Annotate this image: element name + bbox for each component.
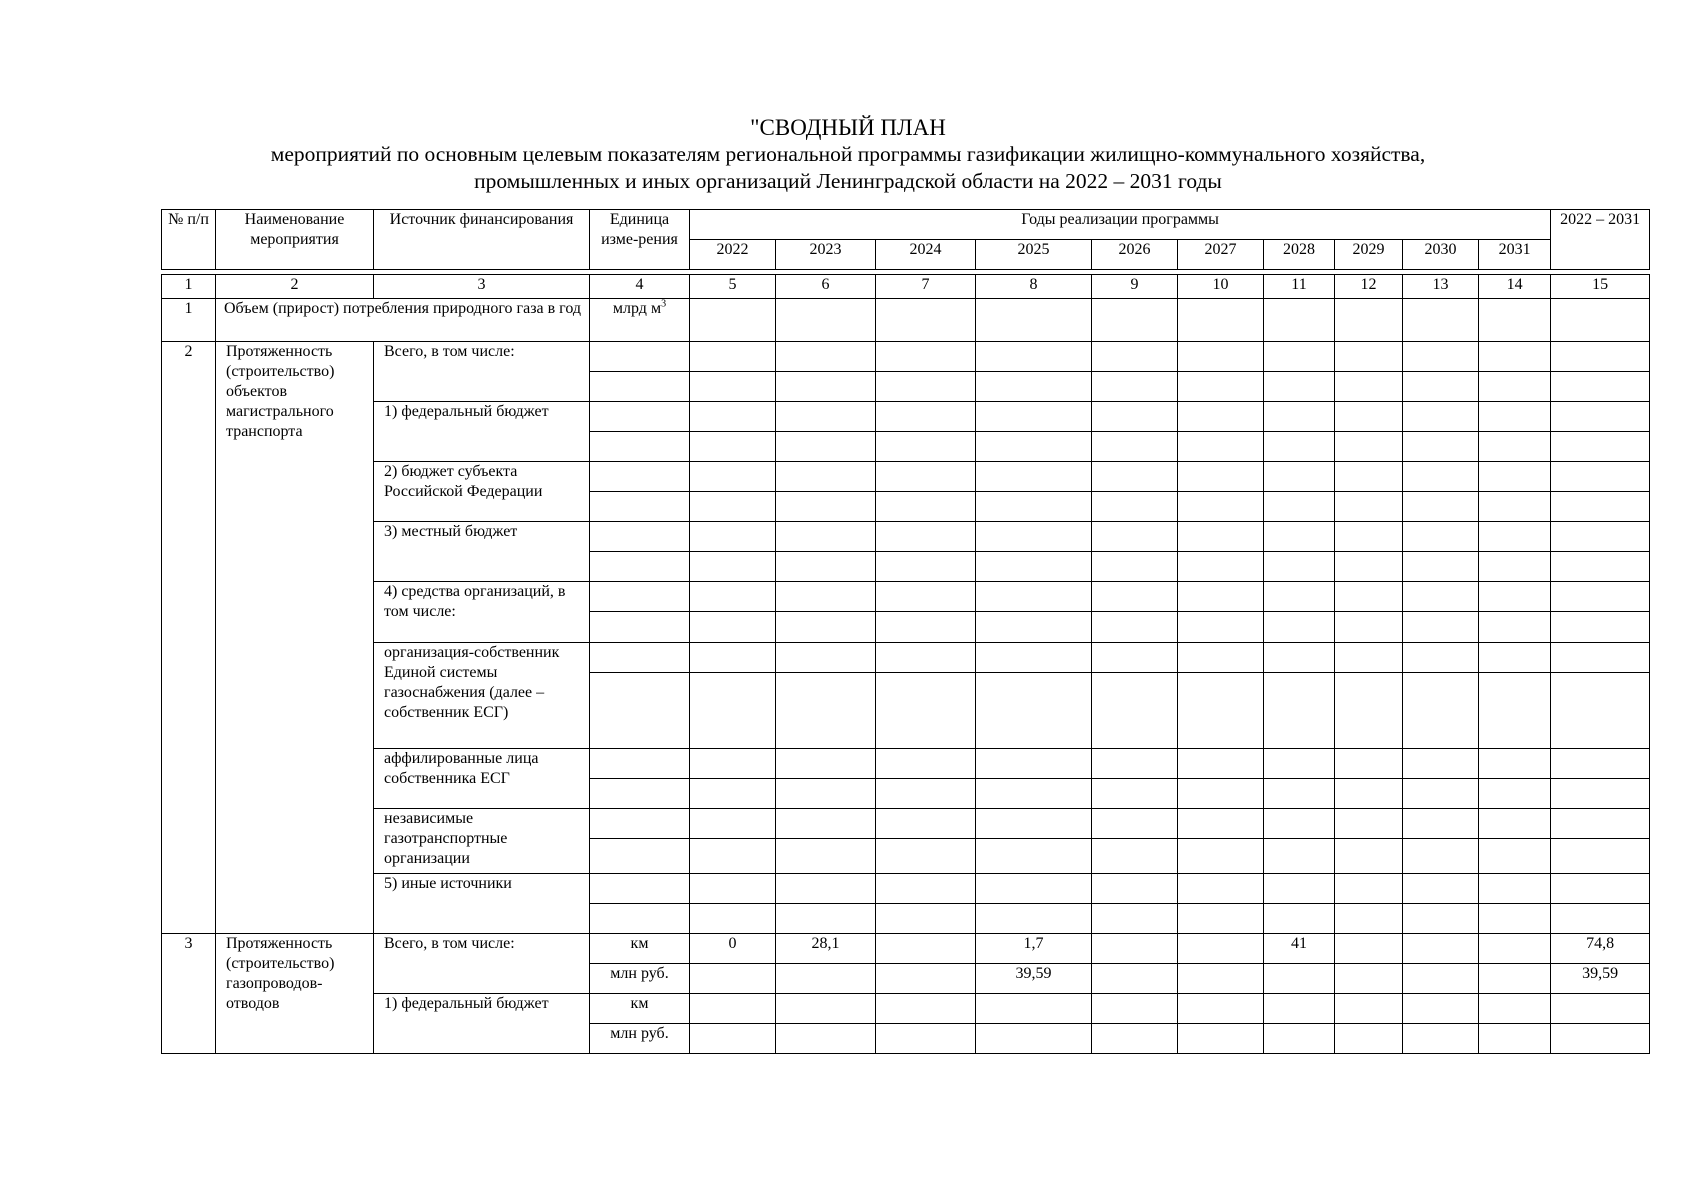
value-cell xyxy=(876,1024,976,1054)
unit-cell xyxy=(590,299,690,342)
value-cell xyxy=(776,299,876,342)
column-number-row xyxy=(162,275,1650,299)
table-row xyxy=(162,874,1650,904)
value-cell xyxy=(1403,964,1479,994)
header-years-group: Годы реализации программы xyxy=(690,210,1551,240)
summary-plan-table xyxy=(161,209,1650,1054)
value-cell xyxy=(1479,1024,1551,1054)
funding-source: 2) бюджет субъекта Российской Федерации xyxy=(374,462,590,522)
value-cell xyxy=(1092,934,1178,964)
value-cell xyxy=(876,934,976,964)
funding-source: 5) иные источники xyxy=(374,874,590,934)
header-total: 2022 – 2031 xyxy=(1551,210,1650,270)
column-number: 14 xyxy=(1479,275,1551,299)
row-number: 1 xyxy=(162,299,216,342)
header-no: № п/п xyxy=(162,210,216,270)
funding-source: 1) федеральный бюджет xyxy=(374,402,590,462)
value-cell: 39,59 xyxy=(976,964,1092,994)
unit-cell: км xyxy=(590,994,690,1024)
column-number: 11 xyxy=(1264,275,1335,299)
header-year: 2030 xyxy=(1403,240,1479,270)
header-year: 2024 xyxy=(876,240,976,270)
value-cell xyxy=(1403,934,1479,964)
value-cell xyxy=(1264,964,1335,994)
value-cell xyxy=(1479,994,1551,1024)
value-cell xyxy=(776,1024,876,1054)
value-cell xyxy=(1335,994,1403,1024)
header-unit: Единица изме-рения xyxy=(590,210,690,270)
table-row xyxy=(162,582,1650,612)
header-year: 2025 xyxy=(976,240,1092,270)
value-cell xyxy=(1092,964,1178,994)
value-cell xyxy=(976,299,1092,342)
value-cell: 0 xyxy=(690,934,776,964)
column-number: 1 xyxy=(162,275,216,299)
table-row xyxy=(162,643,1650,673)
table-row xyxy=(162,809,1650,839)
funding-source: аффилированные лица собственника ЕСГ xyxy=(374,749,590,809)
value-cell: 1,7 xyxy=(976,934,1092,964)
table-row xyxy=(162,522,1650,552)
value-cell xyxy=(1479,934,1551,964)
column-number: 9 xyxy=(1092,275,1178,299)
value-cell xyxy=(976,1024,1092,1054)
value-cell xyxy=(1178,994,1264,1024)
header-year: 2022 xyxy=(690,240,776,270)
total-cell xyxy=(1551,994,1650,1024)
value-cell xyxy=(876,299,976,342)
header-row-top xyxy=(162,210,1650,240)
column-number: 15 xyxy=(1551,275,1650,299)
table-row xyxy=(162,934,1650,964)
total-cell: 39,59 xyxy=(1551,964,1650,994)
header-year: 2027 xyxy=(1178,240,1264,270)
value-cell xyxy=(1178,1024,1264,1054)
value-cell xyxy=(1479,299,1551,342)
value-cell xyxy=(1335,964,1403,994)
value-cell xyxy=(1551,299,1650,342)
column-number: 6 xyxy=(776,275,876,299)
value-cell xyxy=(976,994,1092,1024)
value-cell xyxy=(1264,1024,1335,1054)
value-cell xyxy=(1092,994,1178,1024)
value-cell xyxy=(1403,1024,1479,1054)
funding-source: 4) средства организаций, в том числе: xyxy=(374,582,590,643)
header-name: Наименование мероприятия xyxy=(216,210,374,270)
funding-source: Всего, в том числе: xyxy=(374,342,590,402)
value-cell: 41 xyxy=(1264,934,1335,964)
total-cell: 74,8 xyxy=(1551,934,1650,964)
plan-subtitle-line-1: мероприятий по основным целевым показателям региональной программы газификации жилищно-коммунального хозяйства, xyxy=(270,142,1426,166)
column-number: 10 xyxy=(1178,275,1264,299)
value-cell xyxy=(690,964,776,994)
table-row xyxy=(162,299,1650,342)
header-year: 2023 xyxy=(776,240,876,270)
column-number: 7 xyxy=(876,275,976,299)
value-cell xyxy=(776,964,876,994)
table-row xyxy=(162,342,1650,372)
value-cell: 28,1 xyxy=(776,934,876,964)
column-number: 2 xyxy=(216,275,374,299)
header-year: 2026 xyxy=(1092,240,1178,270)
funding-source: Всего, в том числе: xyxy=(374,934,590,994)
value-cell xyxy=(1092,299,1178,342)
funding-source: организация-собственник Единой системы газоснабжения (далее – собственник ЕСГ) xyxy=(374,643,590,749)
value-cell xyxy=(1178,299,1264,342)
value-cell xyxy=(1335,1024,1403,1054)
table-row xyxy=(162,402,1650,432)
value-cell xyxy=(1264,994,1335,1024)
measure-name: Протяженность (строительство) газопроводов-отводов xyxy=(216,934,374,1054)
value-cell xyxy=(1403,994,1479,1024)
row-number: 2 xyxy=(162,342,216,934)
table-row xyxy=(162,462,1650,492)
unit-superscript: 3 xyxy=(661,298,667,310)
value-cell xyxy=(690,994,776,1024)
funding-source: 1) федеральный бюджет xyxy=(374,994,590,1054)
value-cell xyxy=(1178,934,1264,964)
column-number: 13 xyxy=(1403,275,1479,299)
row-number: 3 xyxy=(162,934,216,1054)
value-cell xyxy=(1264,299,1335,342)
unit-cell: млн руб. xyxy=(590,1024,690,1054)
header-year: 2028 xyxy=(1264,240,1335,270)
table-row xyxy=(162,749,1650,779)
column-number: 8 xyxy=(976,275,1092,299)
value-cell xyxy=(776,994,876,1024)
plan-subtitle-line-2: промышленных и иных организаций Ленинградской области на 2022 – 2031 годы xyxy=(474,169,1222,193)
table-row xyxy=(162,994,1650,1024)
value-cell xyxy=(690,299,776,342)
header-year: 2031 xyxy=(1479,240,1551,270)
value-cell xyxy=(690,1024,776,1054)
funding-source: независимые газотранспортные организации xyxy=(374,809,590,874)
unit-text: млрд м xyxy=(612,300,662,317)
value-cell xyxy=(1479,964,1551,994)
value-cell xyxy=(1335,934,1403,964)
measure-name: Протяженность (строительство) объектов магистрального транспорта xyxy=(216,342,374,934)
unit-cell: км xyxy=(590,934,690,964)
plan-title: "СВОДНЫЙ ПЛАН xyxy=(750,115,946,140)
measure-name: Объем (прирост) потребления природного газа в год xyxy=(216,299,590,342)
column-number: 4 xyxy=(590,275,690,299)
unit-cell: млн руб. xyxy=(590,964,690,994)
funding-source: 3) местный бюджет xyxy=(374,522,590,582)
header-source: Источник финансирования xyxy=(374,210,590,270)
value-cell xyxy=(876,994,976,1024)
value-cell xyxy=(1403,299,1479,342)
column-number: 3 xyxy=(374,275,590,299)
value-cell xyxy=(876,964,976,994)
header-year: 2029 xyxy=(1335,240,1403,270)
value-cell xyxy=(1178,964,1264,994)
column-number: 12 xyxy=(1335,275,1403,299)
column-number: 5 xyxy=(690,275,776,299)
total-cell xyxy=(1551,1024,1650,1054)
value-cell xyxy=(1335,299,1403,342)
value-cell xyxy=(1092,1024,1178,1054)
document-title-block xyxy=(160,114,1536,195)
